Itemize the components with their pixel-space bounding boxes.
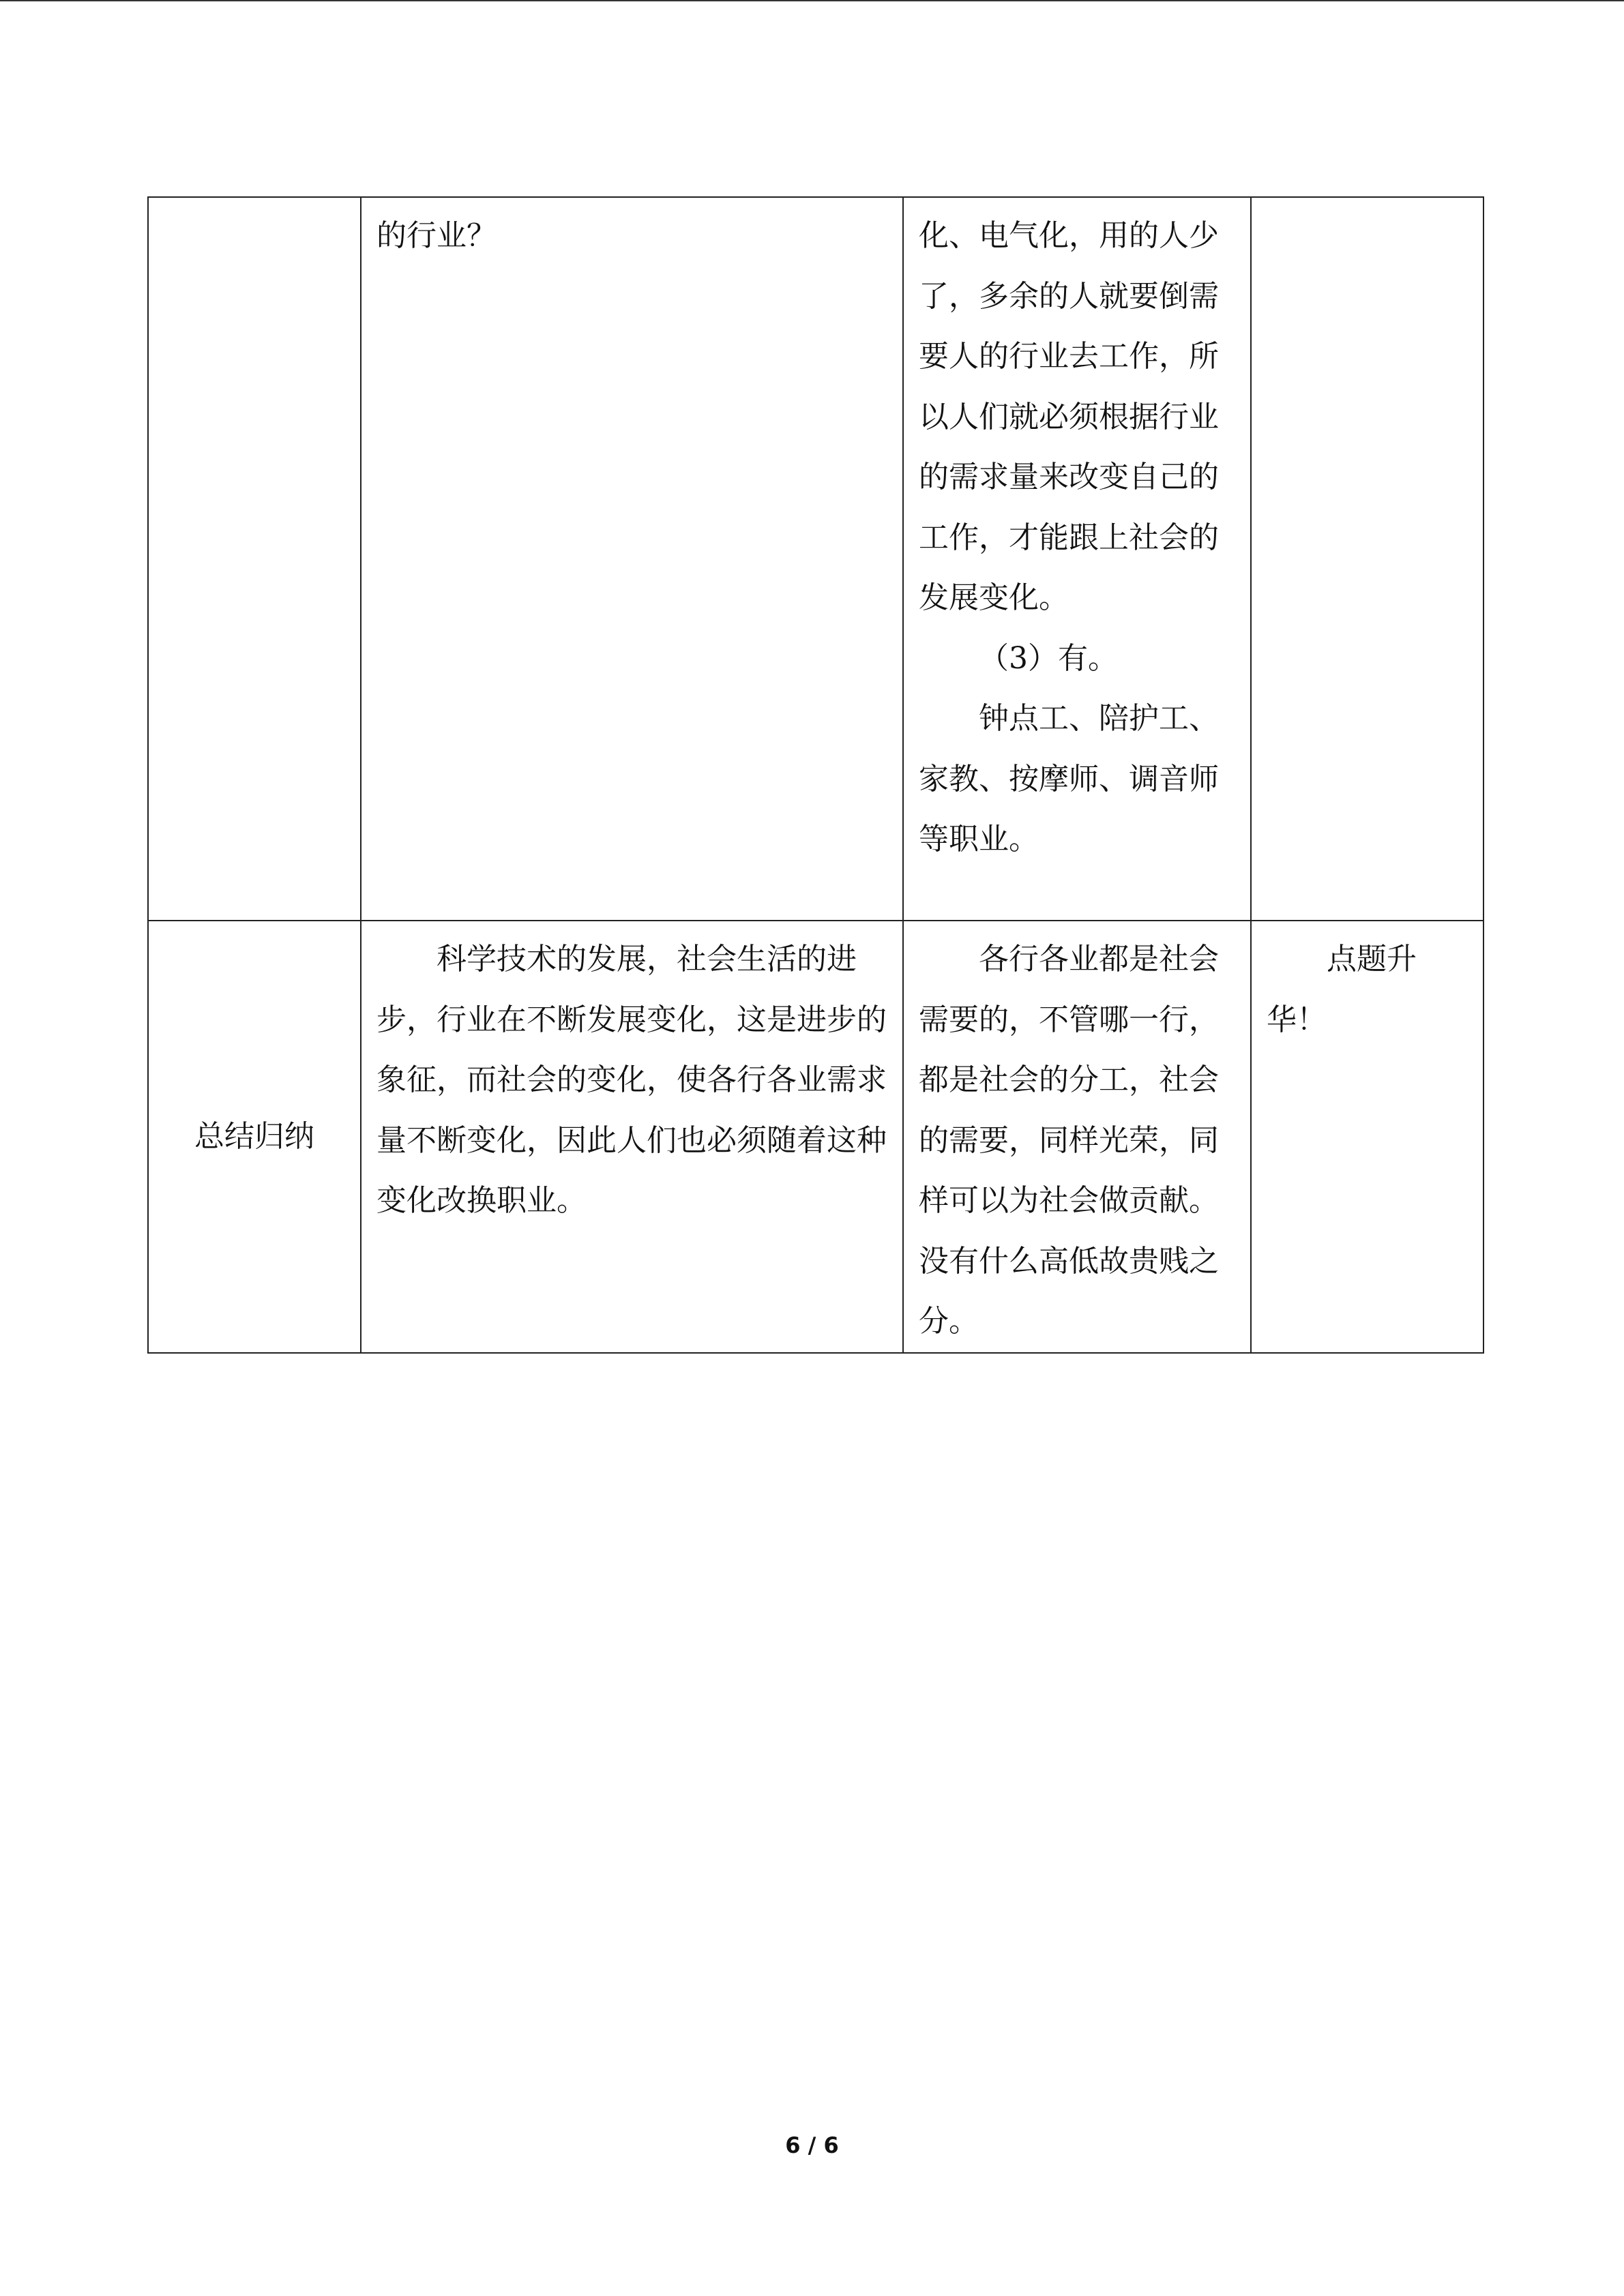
student-activity-cell (903, 921, 1251, 1353)
student-activity-text: 各行各业都是社会需要的，不管哪一行，都是社会的分工，社会的需要，同样光荣，同样可以为社会做贡献。没有什么高低故贵贱之分。 (919, 942, 1219, 1339)
table-row (148, 921, 1483, 1353)
teacher-activity-cell (361, 197, 903, 921)
lesson-plan-table (147, 196, 1484, 1354)
design-intent-cell (1251, 197, 1483, 921)
page-top-border (0, 0, 1624, 1)
table-row (148, 197, 1483, 921)
stage-cell (148, 197, 361, 921)
student-activity-text: （3）有。 (979, 640, 1118, 676)
stage-label: 总结归纳 (194, 1118, 314, 1154)
stage-cell (148, 921, 361, 1353)
design-intent-text: 点题升华！ (1267, 942, 1417, 1037)
student-activity-text: 化、电气化，用的人少了，多余的人就要倒需要人的行业去工作，所以人们就必须根据行业的需求量来改变自己的工作，才能跟上社会的发展变化。 (919, 218, 1219, 615)
student-activity-cell (903, 197, 1251, 921)
teacher-activity-cell (361, 921, 903, 1353)
teacher-activity-text: 的行业？ (377, 218, 497, 253)
teacher-activity-text: 科学技术的发展，社会生活的进步，行业在不断发展变化，这是进步的象征，而社会的变化，使各行各业需求量不断变化，因此人们也必须随着这种变化改换职业。 (377, 942, 887, 1218)
student-activity-text: 钟点工、陪护工、家教、按摩师、调音师等职业。 (919, 701, 1219, 856)
page-number: 6 / 6 (785, 2132, 839, 2158)
design-intent-cell (1251, 921, 1483, 1353)
